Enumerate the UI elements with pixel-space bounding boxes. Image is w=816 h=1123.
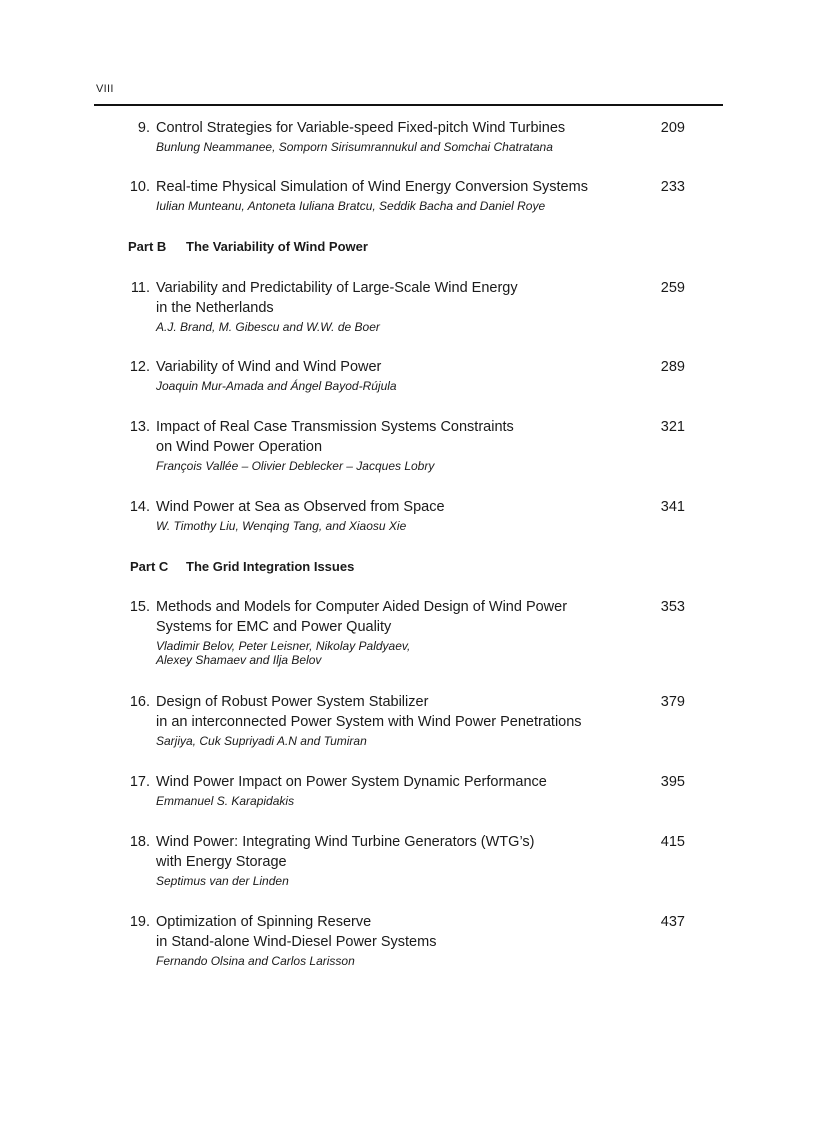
chapter-authors-line: François Vallée – Olivier Deblecker – Jacques Lobry — [156, 459, 435, 473]
chapter-title — [156, 278, 636, 318]
chapter-number: 19. — [129, 914, 150, 930]
chapter-title-line: in an interconnected Power System with Wind Power Penetrations — [156, 714, 582, 730]
chapter-authors — [156, 874, 636, 888]
part-title: The Grid Integration Issues — [186, 559, 355, 574]
chapter-number: 15. — [129, 599, 150, 615]
chapter-authors — [156, 199, 636, 213]
part-label: Part B — [128, 239, 167, 254]
chapter-authors-line: A.J. Brand, M. Gibescu and W.W. de Boer — [156, 320, 380, 334]
chapter-title — [156, 177, 636, 197]
chapter-number: 11. — [130, 280, 150, 296]
chapter-authors-line: Bunlung Neammanee, Somporn Sirisumrannukul and Somchai Chatratana — [156, 140, 553, 154]
chapter-authors — [156, 320, 636, 334]
chapter-title — [156, 912, 636, 952]
chapter-number: 12. — [129, 359, 150, 375]
chapter-page-number: 341 — [660, 499, 685, 515]
chapter-title — [156, 692, 636, 732]
chapter-title-line: Wind Power: Integrating Wind Turbine Generators (WTG’s) — [156, 834, 535, 850]
chapter-title-line: on Wind Power Operation — [156, 439, 323, 455]
chapter-page-number: 259 — [660, 280, 685, 296]
chapter-title-line: Control Strategies for Variable-speed Fixed-pitch Wind Turbines — [156, 120, 566, 136]
chapter-authors-line: W. Timothy Liu, Wenqing Tang, and Xiaosu Xie — [156, 519, 407, 533]
chapter-page-number: 353 — [660, 599, 685, 615]
chapter-page-number: 233 — [660, 179, 685, 195]
chapter-title-line: Design of Robust Power System Stabilizer — [156, 694, 429, 710]
chapter-page-number: 379 — [660, 694, 685, 710]
chapter-page-number: 395 — [660, 774, 685, 790]
chapter-authors-line: Iulian Munteanu, Antoneta Iuliana Bratcu, Seddik Bacha and Daniel Roye — [156, 199, 546, 213]
chapter-authors-line: Sarjiya, Cuk Supriyadi A.N and Tumiran — [156, 734, 367, 748]
chapter-authors — [156, 734, 636, 748]
part-label: Part C — [130, 559, 169, 574]
chapter-number: 13. — [129, 419, 150, 435]
chapter-authors-line: Septimus van der Linden — [156, 874, 289, 888]
chapter-page-number: 209 — [660, 120, 685, 136]
chapter-number: 16. — [129, 694, 150, 710]
chapter-title — [156, 417, 636, 457]
page-number-header: VIII — [96, 83, 114, 95]
chapter-title-line: Systems for EMC and Power Quality — [156, 619, 392, 635]
chapter-authors — [156, 140, 636, 154]
chapter-title — [156, 118, 636, 138]
chapter-page-number: 289 — [660, 359, 685, 375]
chapter-title-line: Real-time Physical Simulation of Wind Energy Conversion Systems — [156, 179, 588, 195]
chapter-page-number: 321 — [660, 419, 685, 435]
chapter-title — [156, 772, 636, 792]
chapter-number: 10. — [129, 179, 150, 195]
chapter-title-line: in Stand-alone Wind-Diesel Power Systems — [156, 934, 437, 950]
chapter-title-line: in the Netherlands — [156, 300, 274, 316]
chapter-title-line: Wind Power Impact on Power System Dynamic Performance — [156, 774, 547, 790]
chapter-authors — [156, 954, 636, 968]
header-rule — [94, 104, 723, 106]
chapter-authors — [156, 639, 636, 667]
chapter-authors — [156, 519, 636, 533]
chapter-number: 17. — [129, 774, 150, 790]
chapter-authors — [156, 379, 636, 393]
chapter-authors-line: Vladimir Belov, Peter Leisner, Nikolay Paldyaev, — [156, 639, 411, 653]
chapter-title — [156, 357, 636, 377]
chapter-title — [156, 832, 636, 872]
chapter-page-number: 437 — [660, 914, 685, 930]
part-title: The Variability of Wind Power — [186, 239, 368, 254]
chapter-title-line: Methods and Models for Computer Aided Design of Wind Power — [156, 599, 568, 615]
chapter-authors — [156, 794, 636, 808]
chapter-authors-line: Joaquin Mur-Amada and Ángel Bayod-Rújula — [156, 379, 397, 393]
chapter-number: 14. — [129, 499, 150, 515]
chapter-title-line: Wind Power at Sea as Observed from Space — [156, 499, 445, 515]
chapter-title-line: Variability of Wind and Wind Power — [156, 359, 382, 375]
chapter-title-line: Variability and Predictability of Large-Scale Wind Energy — [156, 280, 518, 296]
chapter-number: 18. — [129, 834, 150, 850]
chapter-title — [156, 597, 636, 637]
chapter-authors-line: Alexey Shamaev and Ilja Belov — [156, 653, 322, 667]
chapter-number: 9. — [137, 120, 150, 136]
chapter-authors — [156, 459, 636, 473]
chapter-title — [156, 497, 636, 517]
chapter-page-number: 415 — [660, 834, 685, 850]
chapter-authors-line: Emmanuel S. Karapidakis — [156, 794, 295, 808]
chapter-authors-line: Fernando Olsina and Carlos Larisson — [156, 954, 355, 968]
chapter-title-line: Optimization of Spinning Reserve — [156, 914, 372, 930]
chapter-title-line: Impact of Real Case Transmission Systems Constraints — [156, 419, 514, 435]
chapter-title-line: with Energy Storage — [156, 854, 287, 870]
